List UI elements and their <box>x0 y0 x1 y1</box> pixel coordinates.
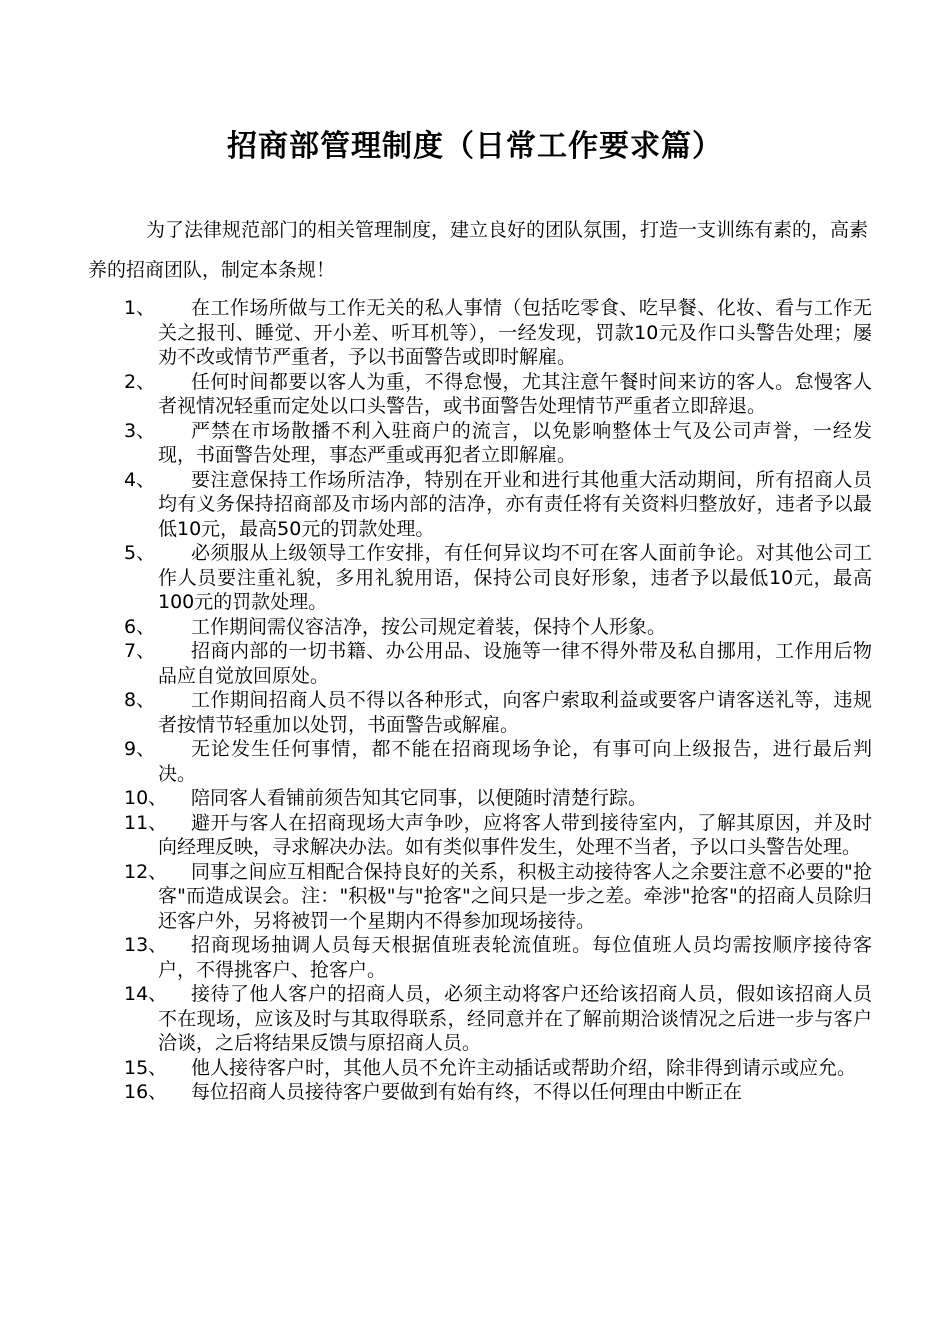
rule-text: 在工作场所做与工作无关的私人事情（包括吃零食、吃早餐、化妆、看与工作无关之报刊、睡觉、开小差、听耳机等），一经发现，罚款10元及作口头警告处理；屡劝不改或情节严重者，予以书面警告或即时解雇。 <box>158 297 872 368</box>
rule-item <box>0 370 950 419</box>
rule-number: 13、 <box>124 934 168 956</box>
rule-number: 7、 <box>124 640 156 662</box>
rule-number: 9、 <box>124 738 156 760</box>
rule-text: 每位招商人员接待客户要做到有始有终，不得以任何理由中断正在 <box>191 1081 743 1103</box>
rule-text: 陪同客人看铺前须告知其它同事，以便随时清楚行踪。 <box>191 787 648 809</box>
rule-text: 招商内部的一切书籍、办公用品、设施等一律不得外带及私自挪用，工作用后物品应自觉放回原处。 <box>158 640 872 687</box>
rule-item <box>0 811 950 860</box>
rule-text: 任何时间都要以客人为重，不得怠慢，尤其注意午餐时间来访的客人。怠慢客人者视情况轻重而定处以口头警告，或书面警告处理情节严重者立即辞退。 <box>158 370 872 417</box>
rule-item <box>0 933 950 982</box>
rule-item <box>0 541 950 615</box>
rule-number: 10、 <box>124 787 168 809</box>
rule-item <box>0 468 950 542</box>
rule-number: 16、 <box>124 1081 168 1103</box>
rule-text: 他人接待客户时，其他人员不允许主动插话或帮助介绍，除非得到请示或应允。 <box>191 1056 857 1079</box>
rule-number: 8、 <box>124 689 156 711</box>
rule-text: 严禁在市场散播不利入驻商户的流言，以免影响整体士气及公司声誉，一经发现，书面警告处理，事态严重或再犯者立即解雇。 <box>158 419 872 466</box>
rule-text: 工作期间招商人员不得以各种形式，向客户索取利益或要客户请客送礼等，违规者按情节轻重加以处罚，书面警告或解雇。 <box>158 689 872 736</box>
rule-number: 11、 <box>124 811 168 834</box>
rule-text: 招商现场抽调人员每天根据值班表轮流值班。每位值班人员均需按顺序接待客户，不得挑客户、抢客户。 <box>158 934 872 981</box>
rule-item <box>0 419 950 468</box>
rules-list <box>0 296 950 1105</box>
rule-item <box>0 1080 950 1105</box>
rule-number: 6、 <box>124 615 156 638</box>
rule-text: 无论发生任何事情，都不能在招商现场争论，有事可向上级报告，进行最后判决。 <box>158 738 872 785</box>
rule-number: 15、 <box>124 1056 168 1079</box>
rule-number: 5、 <box>124 542 156 564</box>
rule-item <box>0 296 950 370</box>
rule-item <box>0 1056 950 1081</box>
rule-item <box>0 737 950 786</box>
document-title: 招商部管理制度（日常工作要求篇） <box>227 129 723 164</box>
rule-text: 要注意保持工作场所洁净，特别在开业和进行其他重大活动期间，所有招商人员均有义务保持招商部及市场内部的洁净，亦有责任将有关资料归整放好，违者予以最低10元，最高50元的罚款处理。 <box>158 468 872 540</box>
rule-text: 必须服从上级领导工作安排，有任何异议均不可在客人面前争论。对其他公司工作人员要注重礼貌，多用礼貌用语，保持公司良好形象，违者予以最低10元，最高100元的罚款处理。 <box>158 542 872 613</box>
rule-item <box>0 688 950 737</box>
rule-number: 14、 <box>124 983 168 1005</box>
rule-number: 4、 <box>124 468 156 491</box>
intro-paragraph: 为了法律规范部门的相关管理制度，建立良好的团队氛围，打造一支训练有素的，高素养的招商团队，制定本条规！ <box>88 219 869 281</box>
rule-text: 同事之间应互相配合保持良好的关系，积极主动接待客人之余要注意不必要的"抢客"而造成误会。注："积极"与"抢客"之间只是一步之差。牵涉"抢客"的招商人员除归还客户外，另将被罚一个星期内不得参加现场接待。 <box>158 860 872 932</box>
rule-text: 避开与客人在招商现场大声争吵，应将客人带到接待室内，了解其原因，并及时向经理反映，寻求解决办法。如有类似事件发生，处理不当者，予以口头警告处理。 <box>158 811 872 858</box>
rule-number: 3、 <box>124 419 156 442</box>
rule-item <box>0 860 950 934</box>
rule-number: 1、 <box>124 297 156 319</box>
rule-number: 2、 <box>124 370 156 393</box>
rule-item <box>0 615 950 640</box>
rule-number: 12、 <box>124 860 168 883</box>
rule-text: 接待了他人客户的招商人员，必须主动将客户还给该招商人员，假如该招商人员不在现场，应该及时与其取得联系，经同意并在了解前期洽谈情况之后进一步与客户洽谈，之后将结果反馈与原招商人员。 <box>158 983 872 1054</box>
rule-item <box>0 639 950 688</box>
rule-item <box>0 982 950 1056</box>
rule-text: 工作期间需仪容洁净，按公司规定着装，保持个人形象。 <box>191 615 667 638</box>
rule-item <box>0 786 950 811</box>
